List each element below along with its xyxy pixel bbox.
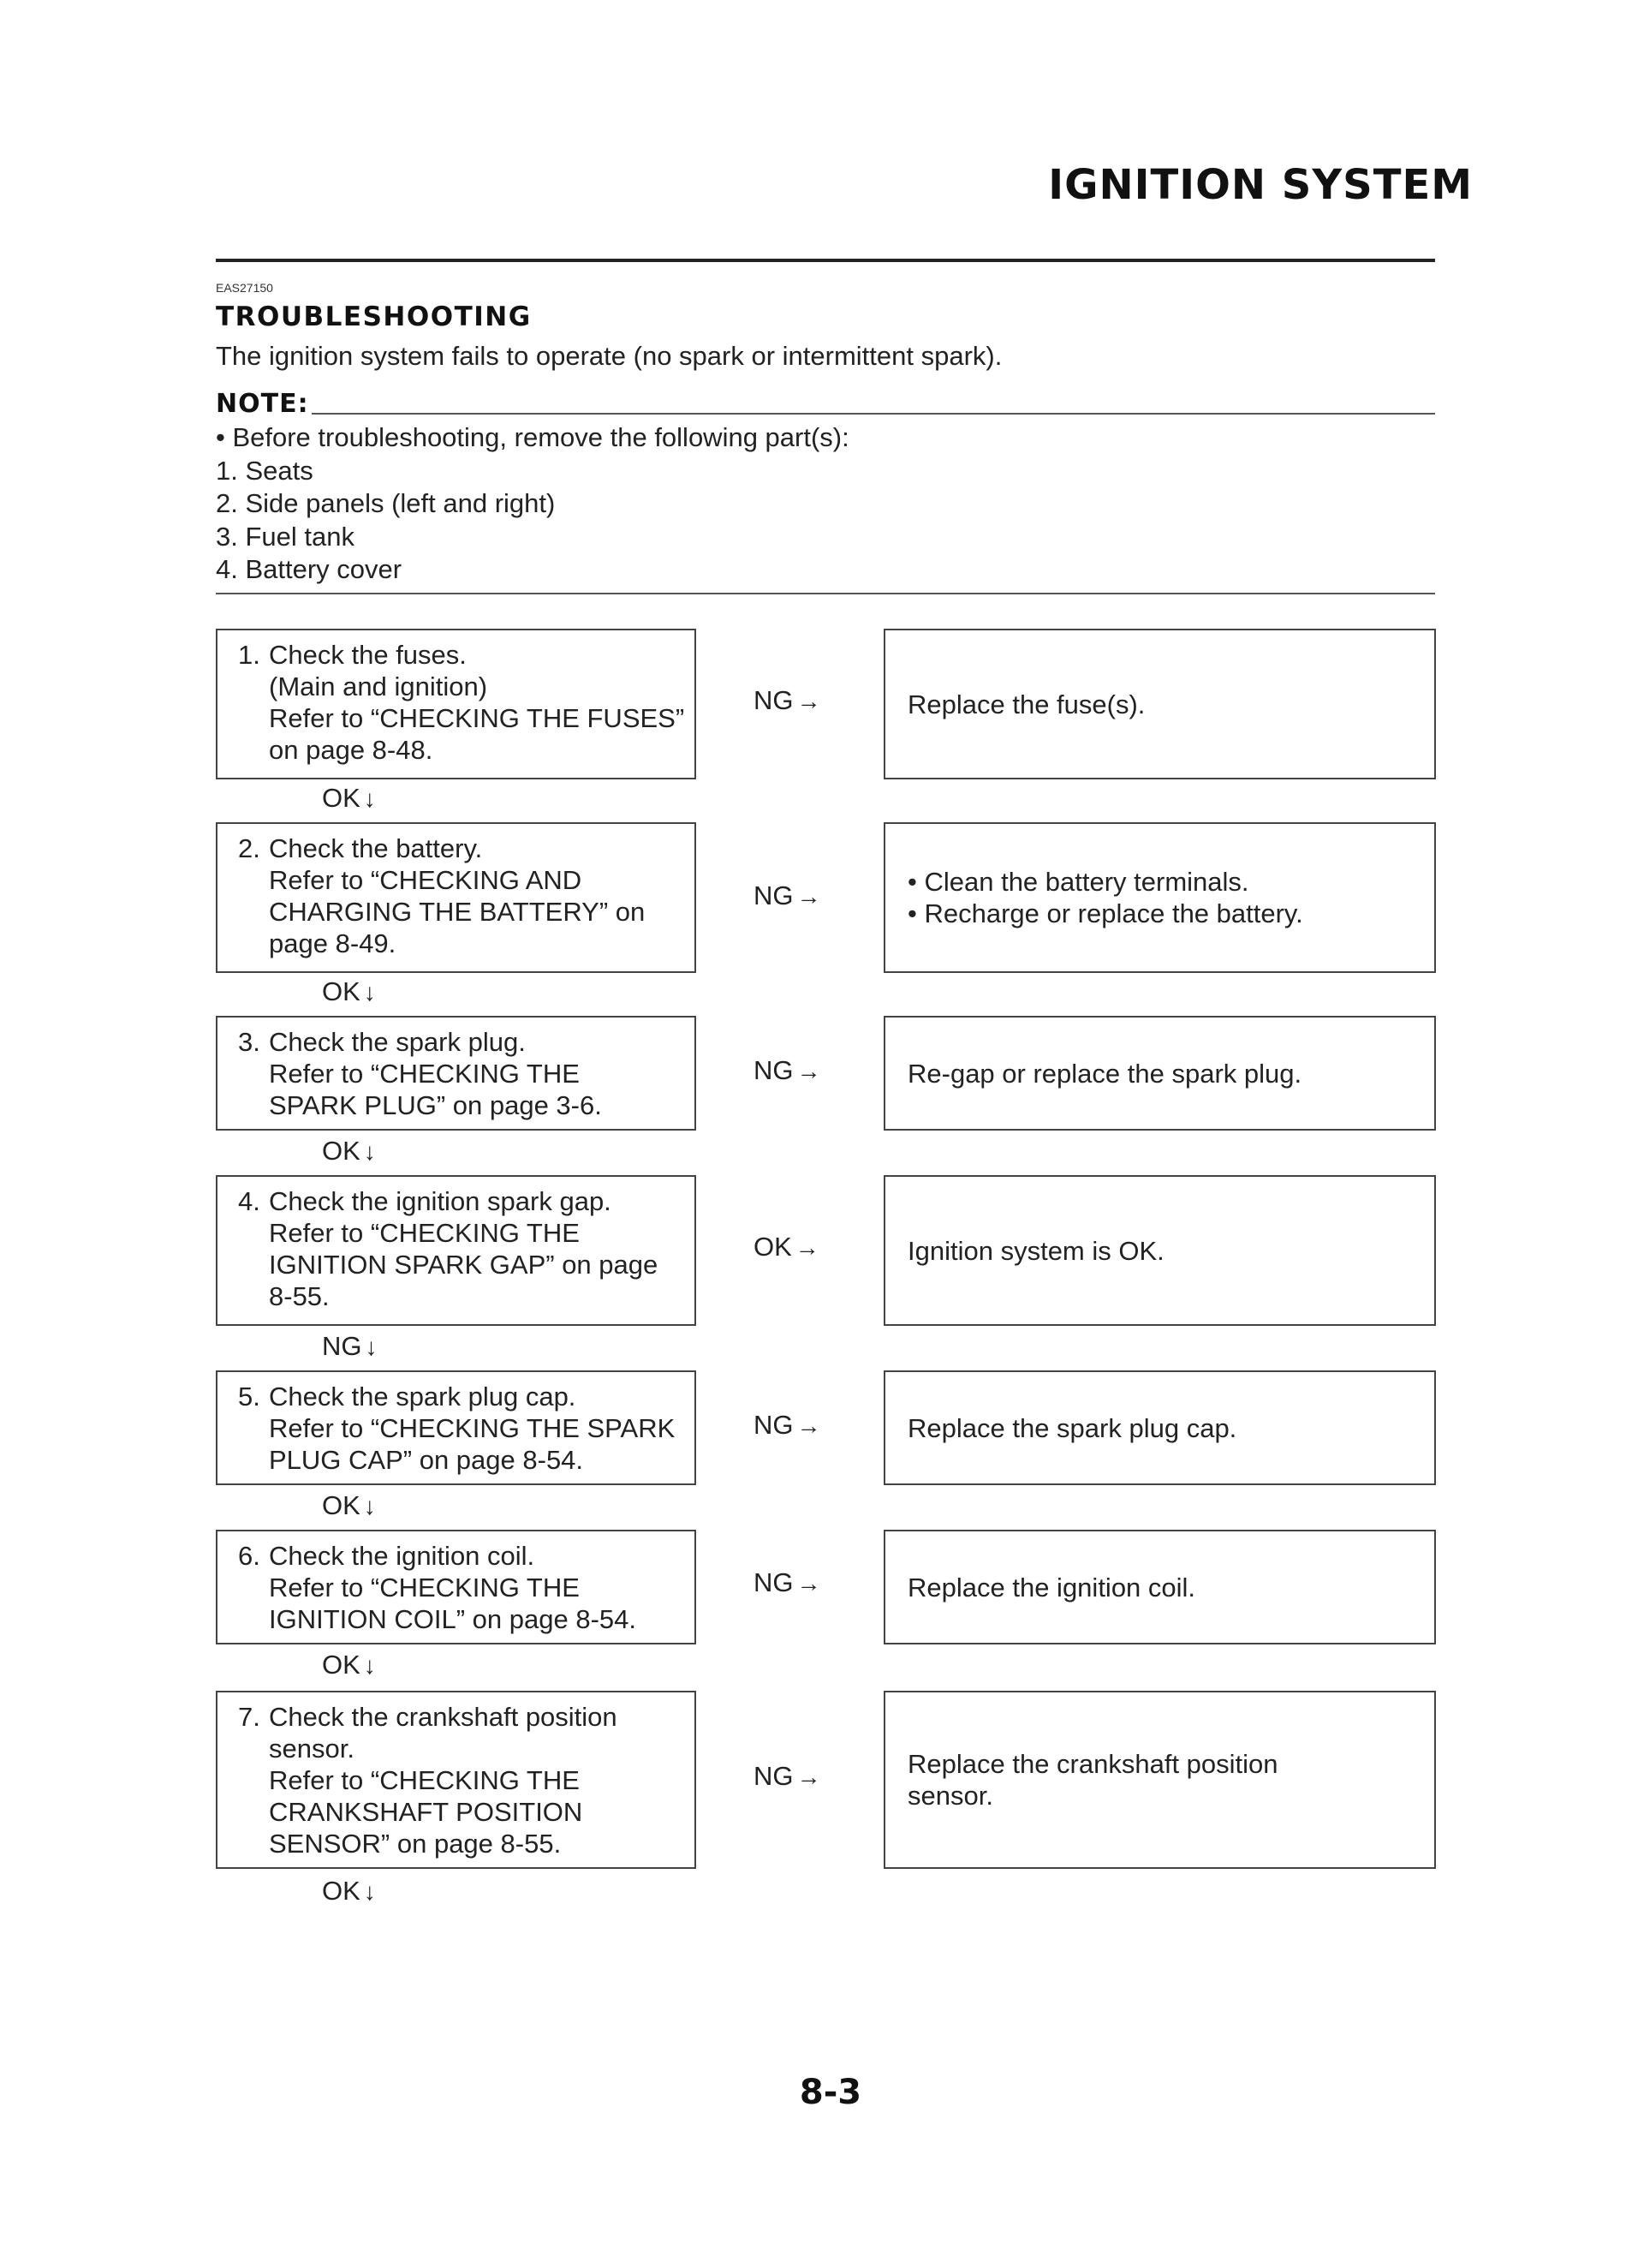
step-text: Check the fuses. (Main and ignition) Refer to “CHECKING THE FUSES” on page 8-48. [269,640,685,765]
flow-label: OK [322,1876,360,1906]
right-arrow-icon: → [796,1058,821,1084]
flow-label: NG [754,880,794,910]
note-item: 4. Battery cover [216,554,402,584]
step-2-box [216,822,696,973]
flow-label: OK [322,783,360,813]
flow-label: OK [322,1650,360,1680]
step-6-box [216,1530,696,1644]
step-1-side-flow [754,685,821,716]
step-number: 6. [238,1541,260,1571]
right-arrow-icon: → [796,1764,821,1790]
flow-label: OK [322,976,360,1006]
result-text: • Clean the battery terminals. • Recharge or replace the battery. [908,867,1303,928]
step-1-down-flow [322,783,376,814]
intro-text: The ignition system fails to operate (no spark or intermittent spark). [216,341,1003,371]
step-text: Check the ignition coil. Refer to “CHECKING THE IGNITION COIL” on page 8-54. [269,1541,637,1634]
flow-label: NG [754,1567,794,1597]
page-number: 8-3 [799,2073,862,2112]
step-3-result-box [884,1016,1436,1131]
result-text: Replace the ignition coil. [908,1572,1196,1603]
step-2-side-flow [754,880,821,911]
down-arrow-icon: ↓ [363,1138,376,1165]
step-4-box [216,1175,696,1326]
flow-label: NG [322,1331,362,1361]
step-4-side-flow [754,1232,819,1262]
flow-label: NG [754,1761,794,1791]
right-arrow-icon: → [796,688,821,714]
note-item: • Before troubleshooting, remove the following part(s): [216,422,849,452]
step-5-result-box [884,1370,1436,1485]
note-label: NOTE: [216,389,309,419]
step-1-box [216,629,696,779]
title-rule [216,259,1435,262]
step-6-down-flow [322,1650,376,1680]
right-arrow-icon: → [796,1412,821,1439]
step-5-box [216,1370,696,1485]
result-text: Replace the crankshaft position sensor. [908,1749,1278,1811]
flow-label: OK [322,1136,360,1166]
flow-label: NG [754,1410,794,1440]
down-arrow-icon: ↓ [365,1334,378,1360]
flow-label: NG [754,685,794,715]
step-4-down-flow [322,1331,378,1362]
step-6-side-flow [754,1567,821,1598]
flow-label: NG [754,1055,794,1085]
step-7-box [216,1691,696,1869]
result-text: Replace the fuse(s). [908,689,1146,719]
right-arrow-icon: → [795,1234,819,1261]
troubleshooting-heading: TROUBLESHOOTING [216,301,532,332]
down-arrow-icon: ↓ [363,785,376,812]
section-code: EAS27150 [216,281,273,295]
note-end-rule [216,593,1435,594]
flow-label: OK [754,1232,792,1262]
note-rule [312,413,1435,415]
step-4-result-box [884,1175,1436,1326]
step-2-result-box [884,822,1436,973]
step-text: Check the crankshaft position sensor. Refer to “CHECKING THE CRANKSHAFT POSITION SENSOR” on page 8-55. [269,1702,617,1859]
step-7-down-flow [322,1876,376,1907]
down-arrow-icon: ↓ [363,1493,376,1519]
step-1-result-box [884,629,1436,779]
down-arrow-icon: ↓ [363,979,376,1006]
down-arrow-icon: ↓ [363,1652,376,1679]
note-item: 3. Fuel tank [216,521,354,552]
step-number: 2. [238,833,260,863]
step-text: Check the spark plug cap. Refer to “CHECKING THE SPARK PLUG CAP” on page 8-54. [269,1382,676,1475]
step-3-box [216,1016,696,1131]
result-text: Replace the spark plug cap. [908,1412,1237,1443]
result-text: Ignition system is OK. [908,1235,1164,1266]
step-number: 4. [238,1186,260,1216]
step-3-side-flow [754,1055,821,1086]
result-text: Re-gap or replace the spark plug. [908,1058,1302,1089]
step-6-result-box [884,1530,1436,1644]
flow-label: OK [322,1490,360,1520]
section-title: IGNITION SYSTEM [1048,161,1473,209]
note-item: 2. Side panels (left and right) [216,488,556,518]
step-number: 5. [238,1382,260,1412]
right-arrow-icon: → [796,883,821,910]
right-arrow-icon: → [796,1570,821,1597]
step-3-down-flow [322,1136,376,1167]
step-5-side-flow [754,1410,821,1441]
note-list [216,421,849,587]
step-7-side-flow [754,1761,821,1792]
step-number: 1. [238,640,260,670]
step-5-down-flow [322,1490,376,1521]
step-number: 3. [238,1027,260,1057]
step-text: Check the battery. Refer to “CHECKING AND CHARGING THE BATTERY” on page 8-49. [269,833,646,958]
note-item: 1. Seats [216,455,313,486]
step-text: Check the spark plug. Refer to “CHECKING THE SPARK PLUG” on page 3-6. [269,1027,602,1120]
down-arrow-icon: ↓ [363,1878,376,1905]
step-text: Check the ignition spark gap. Refer to “CHECKING THE IGNITION SPARK GAP” on page 8-55. [269,1186,658,1311]
step-7-result-box [884,1691,1436,1869]
step-number: 7. [238,1702,260,1732]
step-2-down-flow [322,976,376,1007]
